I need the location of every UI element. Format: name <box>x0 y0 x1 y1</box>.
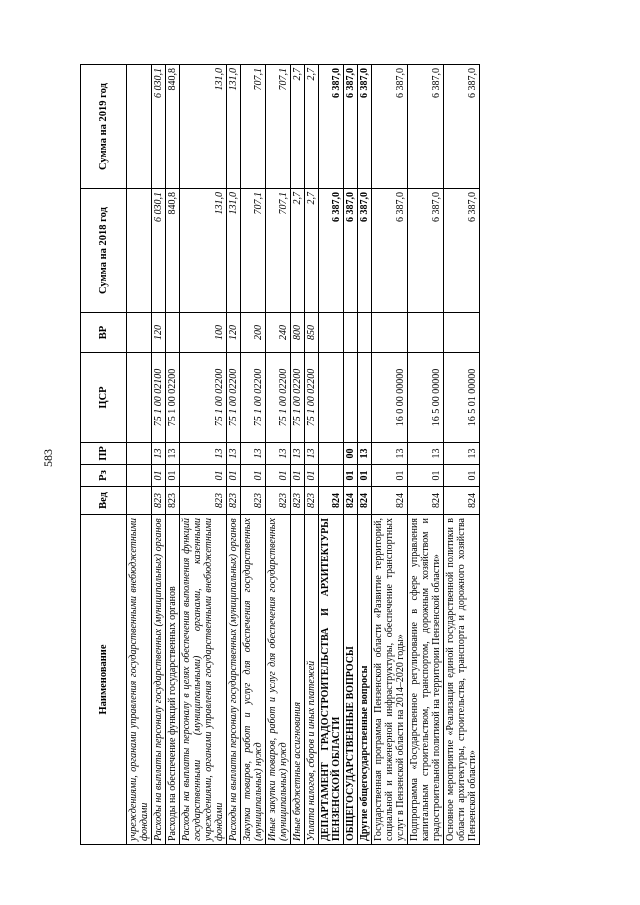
cell-rz: 01 <box>305 465 319 487</box>
cell-ved: 823 <box>166 487 180 515</box>
cell-sum-2018: 2,7 <box>291 189 305 313</box>
cell-ved: 824 <box>372 487 408 515</box>
cell-name: Подпрограмма «Государственное регулирование в сфере управления капитальным строительством, транспортом, дорожным хозяйством и градостроительной политикой на территории Пензенской области» <box>408 515 444 845</box>
cell-ved: 824 <box>408 487 444 515</box>
cell-pr: 13 <box>372 443 408 465</box>
cell-vr: 850 <box>305 313 319 353</box>
cell-name: Другие общегосударственные вопросы <box>358 515 372 845</box>
cell-rz: 01 <box>408 465 444 487</box>
cell-vr: 240 <box>266 313 291 353</box>
cell-vr <box>358 313 372 353</box>
cell-csr: 16 0 00 00000 <box>372 353 408 443</box>
cell-pr: 13 <box>227 443 241 465</box>
cell-sum-2018: 6 387,0 <box>408 189 444 313</box>
table-row <box>266 65 291 845</box>
table-header-row <box>81 65 127 845</box>
cell-sum-2019: 6 387,0 <box>358 65 372 189</box>
cell-rz: 01 <box>227 465 241 487</box>
cell-pr <box>319 443 344 465</box>
cell-pr: 13 <box>180 443 227 465</box>
cell-sum-2018: 131,0 <box>227 189 241 313</box>
cell-sum-2019: 2,7 <box>305 65 319 189</box>
cell-pr: 13 <box>166 443 180 465</box>
cell-sum-2019: 2,7 <box>291 65 305 189</box>
cell-name: учреждениями, органами управления государственными внебюджетными фондами <box>127 515 152 845</box>
table-row <box>372 65 408 845</box>
cell-sum-2018: 6 387,0 <box>444 189 480 313</box>
cell-sum-2019: 6 387,0 <box>372 65 408 189</box>
cell-rz: 01 <box>372 465 408 487</box>
cell-name: ОБЩЕГОСУДАРСТВЕННЫЕ ВОПРОСЫ <box>344 515 358 845</box>
cell-ved: 823 <box>227 487 241 515</box>
cell-pr: 13 <box>444 443 480 465</box>
cell-sum-2019: 6 387,0 <box>408 65 444 189</box>
cell-sum-2018: 6 387,0 <box>358 189 372 313</box>
cell-name: Иные бюджетные ассигнования <box>291 515 305 845</box>
cell-vr <box>344 313 358 353</box>
cell-vr <box>166 313 180 353</box>
cell-vr <box>408 313 444 353</box>
cell-ved: 823 <box>241 487 266 515</box>
cell-pr: 13 <box>291 443 305 465</box>
cell-sum-2018: 707,1 <box>241 189 266 313</box>
cell-name: Иные закупки товаров, работ и услуг для обеспечения государственных (муниципальных) нужд <box>266 515 291 845</box>
cell-name: Уплата налогов, сборов и иных платежей <box>305 515 319 845</box>
cell-pr: 13 <box>266 443 291 465</box>
table-row <box>358 65 372 845</box>
cell-sum-2019: 707,1 <box>266 65 291 189</box>
page-number: 583 <box>41 449 55 467</box>
cell-csr: 75 1 00 02200 <box>227 353 241 443</box>
cell-vr <box>127 313 152 353</box>
cell-csr: 75 1 00 02200 <box>180 353 227 443</box>
cell-vr <box>319 313 344 353</box>
cell-sum-2019: 6 030,1 <box>152 65 166 189</box>
cell-rz: 01 <box>241 465 266 487</box>
cell-name: Государственная программа Пензенской области «Развитие территорий, социальной и инженерной инфраструктуры, обеспечение транспортных услуг в Пензенской области на 2014–2020 годы» <box>372 515 408 845</box>
table-row <box>152 65 166 845</box>
header-csr: ЦСР <box>81 353 127 443</box>
table-row <box>444 65 480 845</box>
cell-sum-2018: 6 387,0 <box>344 189 358 313</box>
cell-pr: 13 <box>305 443 319 465</box>
cell-rz: 01 <box>180 465 227 487</box>
cell-rz: 01 <box>344 465 358 487</box>
cell-ved: 824 <box>444 487 480 515</box>
cell-csr: 16 5 01 00000 <box>444 353 480 443</box>
cell-vr: 120 <box>227 313 241 353</box>
cell-csr <box>358 353 372 443</box>
cell-csr: 75 1 00 02100 <box>152 353 166 443</box>
table-row <box>180 65 227 845</box>
cell-name: Основное мероприятие «Реализация единой государственной политики в области архитектуры, строительства, транспорта и дорожного хозяйства Пензенской области» <box>444 515 480 845</box>
cell-ved: 823 <box>152 487 166 515</box>
cell-ved: 823 <box>180 487 227 515</box>
cell-sum-2019: 840,8 <box>166 65 180 189</box>
cell-ved: 824 <box>319 487 344 515</box>
header-pr: ПР <box>81 443 127 465</box>
cell-vr <box>372 313 408 353</box>
cell-name: Расходы на выплаты персоналу государственных (муниципальных) органов <box>227 515 241 845</box>
cell-sum-2018: 2,7 <box>305 189 319 313</box>
cell-sum-2019: 6 387,0 <box>344 65 358 189</box>
cell-csr: 75 1 00 02200 <box>266 353 291 443</box>
header-name: Наименование <box>81 515 127 845</box>
cell-ved: 823 <box>266 487 291 515</box>
cell-name: Расходы на выплаты персоналу государственных (муниципальных) органов <box>152 515 166 845</box>
header-vr: ВР <box>81 313 127 353</box>
budget-table <box>80 64 480 845</box>
cell-name: ДЕПАРТАМЕНТ ГРАДОСТРОИТЕЛЬСТВА И АРХИТЕКТУРЫ ПЕНЗЕНСКОЙ ОБЛАСТИ <box>319 515 344 845</box>
cell-rz: 01 <box>266 465 291 487</box>
table-row <box>344 65 358 845</box>
header-ved: Вед <box>81 487 127 515</box>
cell-ved <box>127 487 152 515</box>
cell-pr: 00 <box>344 443 358 465</box>
cell-csr <box>127 353 152 443</box>
cell-rz: 01 <box>166 465 180 487</box>
table-row <box>408 65 444 845</box>
cell-sum-2018: 840,8 <box>166 189 180 313</box>
cell-csr: 75 1 00 02200 <box>166 353 180 443</box>
cell-sum-2018: 6 387,0 <box>319 189 344 313</box>
cell-vr <box>444 313 480 353</box>
cell-vr: 120 <box>152 313 166 353</box>
cell-pr: 13 <box>358 443 372 465</box>
cell-ved: 823 <box>305 487 319 515</box>
cell-pr <box>127 443 152 465</box>
cell-sum-2019: 707,1 <box>241 65 266 189</box>
table-row <box>319 65 344 845</box>
cell-csr: 75 1 00 02200 <box>291 353 305 443</box>
cell-sum-2019: 6 387,0 <box>319 65 344 189</box>
cell-pr: 13 <box>408 443 444 465</box>
cell-sum-2019: 131,0 <box>227 65 241 189</box>
cell-csr: 75 1 00 02200 <box>241 353 266 443</box>
cell-rz: 01 <box>358 465 372 487</box>
cell-csr: 16 5 00 00000 <box>408 353 444 443</box>
cell-pr: 13 <box>152 443 166 465</box>
header-rz: Рз <box>81 465 127 487</box>
table-row <box>127 65 152 845</box>
cell-pr: 13 <box>241 443 266 465</box>
cell-name: Расходы на выплаты персоналу в целях обеспечения выполнения функций государственными (муниципальными) органами, казенными учреждениями, органами управления государственными внебюджетными фондами <box>180 515 227 845</box>
cell-sum-2018: 131,0 <box>180 189 227 313</box>
table-row <box>227 65 241 845</box>
cell-vr: 100 <box>180 313 227 353</box>
cell-sum-2019: 6 387,0 <box>444 65 480 189</box>
rotated-page-content <box>80 65 560 845</box>
table-row <box>166 65 180 845</box>
cell-name: Расходы на обеспечение функций государственных органов <box>166 515 180 845</box>
table-row <box>291 65 305 845</box>
cell-rz <box>127 465 152 487</box>
cell-rz: 01 <box>152 465 166 487</box>
cell-rz: 01 <box>291 465 305 487</box>
cell-rz: 01 <box>444 465 480 487</box>
cell-sum-2019 <box>127 65 152 189</box>
cell-sum-2018: 6 387,0 <box>372 189 408 313</box>
header-sum-2018: Сумма на 2018 год <box>81 189 127 313</box>
cell-ved: 824 <box>344 487 358 515</box>
cell-ved: 823 <box>291 487 305 515</box>
table-row <box>241 65 266 845</box>
cell-sum-2018: 707,1 <box>266 189 291 313</box>
cell-sum-2018 <box>127 189 152 313</box>
cell-rz <box>319 465 344 487</box>
cell-vr: 200 <box>241 313 266 353</box>
cell-vr: 800 <box>291 313 305 353</box>
table-row <box>305 65 319 845</box>
cell-csr: 75 1 00 02200 <box>305 353 319 443</box>
cell-ved: 824 <box>358 487 372 515</box>
cell-csr <box>344 353 358 443</box>
cell-name: Закупка товаров, работ и услуг для обеспечения государственных (муниципальных) нужд <box>241 515 266 845</box>
cell-csr <box>319 353 344 443</box>
header-sum-2019: Сумма на 2019 год <box>81 65 127 189</box>
cell-sum-2019: 131,0 <box>180 65 227 189</box>
cell-sum-2018: 6 030,1 <box>152 189 166 313</box>
